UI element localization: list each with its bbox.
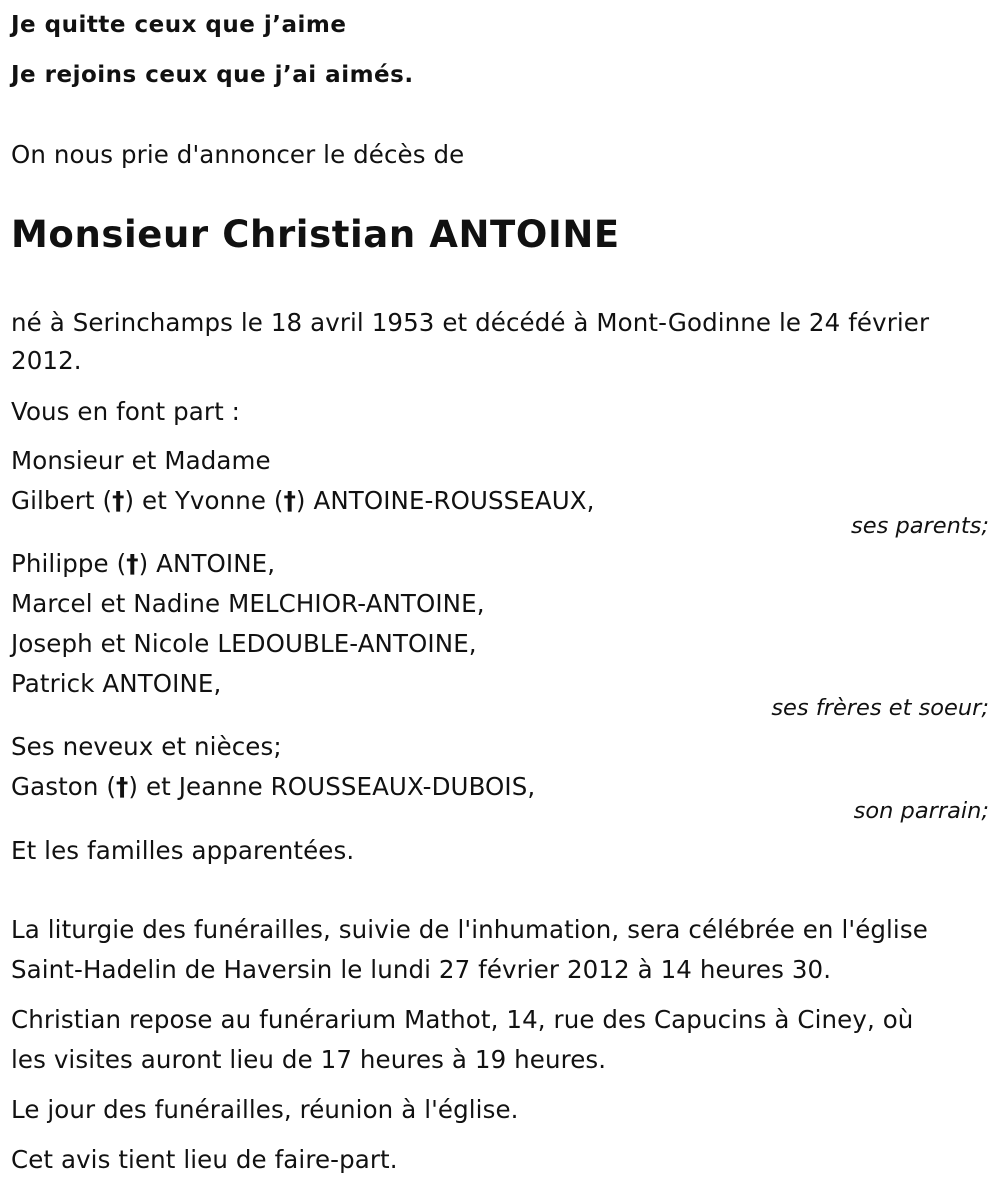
- relatives-text: Et les familles apparentées.: [11, 836, 355, 865]
- relation-godfather: son parrain;: [853, 798, 989, 824]
- siblings-line-3: Joseph et Nicole LEDOUBLE-ANTOINE,: [11, 629, 477, 658]
- rest-line-1: Christian repose au funérarium Mathot, 14, rue des Capucins à Ciney, où: [11, 1005, 914, 1034]
- epigraph-line-2: Je rejoins ceux que j’ai aimés.: [11, 62, 414, 88]
- siblings-line-2: Marcel et Nadine MELCHIOR-ANTOINE,: [11, 589, 485, 618]
- cross-icon: †: [112, 486, 125, 515]
- relation-siblings: ses frères et soeur;: [771, 695, 989, 721]
- birth-death-line-2: 2012.: [11, 346, 82, 375]
- birth-death-line-1: né à Serinchamps le 18 avril 1953 et décédé à Mont-Godinne le 24 février: [11, 308, 930, 337]
- relation-parents: ses parents;: [851, 513, 989, 539]
- epigraph-line-1: Je quitte ceux que j’aime: [11, 12, 347, 38]
- meeting-text: Le jour des funérailles, réunion à l'église.: [11, 1095, 519, 1124]
- announcement-text: On nous prie d'annoncer le décès de: [11, 140, 465, 169]
- notice-text: Cet avis tient lieu de faire-part.: [11, 1145, 398, 1174]
- intro-text: Vous en font part :: [11, 397, 241, 426]
- siblings-line-1: Philippe (†) ANTOINE,: [11, 549, 276, 578]
- deceased-name: Monsieur Christian ANTOINE: [11, 213, 620, 256]
- parents-line-2: Gilbert (†) et Yvonne (†) ANTOINE-ROUSSEAUX,: [11, 486, 595, 515]
- liturgy-line-2: Saint-Hadelin de Haversin le lundi 27 février 2012 à 14 heures 30.: [11, 955, 832, 984]
- nephews-text: Ses neveux et nièces;: [11, 732, 282, 761]
- siblings-line-4: Patrick ANTOINE,: [11, 669, 222, 698]
- cross-icon: †: [283, 486, 296, 515]
- liturgy-line-1: La liturgie des funérailles, suivie de l'inhumation, sera célébrée en l'église: [11, 915, 928, 944]
- cross-icon: †: [126, 549, 139, 578]
- cross-icon: †: [116, 772, 129, 801]
- rest-line-2: les visites auront lieu de 17 heures à 19 heures.: [11, 1045, 607, 1074]
- godfather-line: Gaston (†) et Jeanne ROUSSEAUX-DUBOIS,: [11, 772, 536, 801]
- parents-line-1: Monsieur et Madame: [11, 446, 271, 475]
